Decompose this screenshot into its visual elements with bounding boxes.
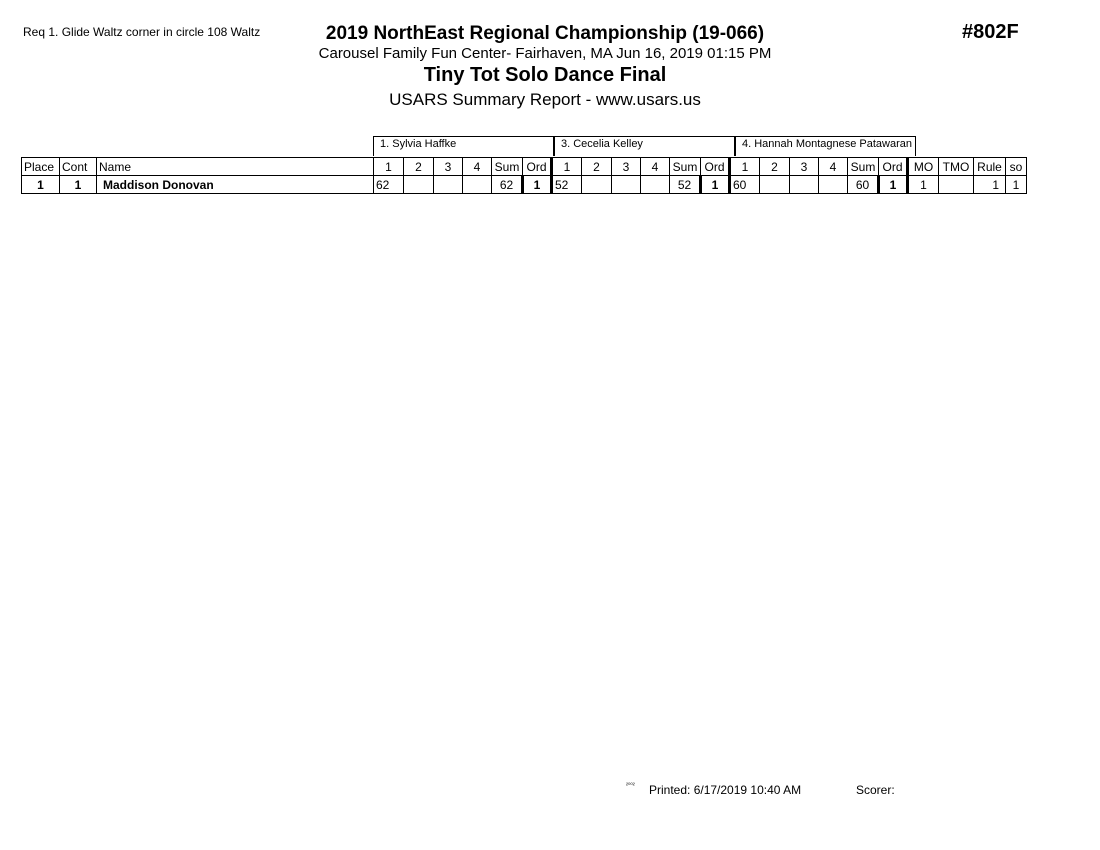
score-table (21, 157, 1027, 194)
requirement-text: Req 1. Glide Waltz corner in circle 108 Waltz (23, 25, 261, 39)
judge-header-3: 4. Hannah Montagnese Patawaran (735, 136, 916, 156)
col-judge2-ord: Ord (701, 158, 730, 176)
col-judge1-4: 4 (463, 158, 492, 176)
judge1-score-2 (404, 176, 434, 194)
col-judge1-3: 3 (434, 158, 463, 176)
col-judge3-ord: Ord (879, 158, 908, 176)
judge2-score-4 (641, 176, 670, 194)
col-judge2-3: 3 (612, 158, 641, 176)
col-judge2-4: 4 (641, 158, 670, 176)
col-tmo: TMO (939, 158, 974, 176)
table-row (22, 176, 1027, 194)
header-row (22, 158, 1027, 176)
col-judge1-ord: Ord (523, 158, 552, 176)
judge3-score-4 (819, 176, 848, 194)
so-cell: 1 (1006, 176, 1027, 194)
col-mo: MO (908, 158, 939, 176)
report-title: USARS Summary Report - www.usars.us (389, 90, 701, 109)
judge3-score-3 (790, 176, 819, 194)
tmo-cell (939, 176, 974, 194)
judge3-ord: 1 (879, 176, 908, 194)
mo-cell: 1 (908, 176, 939, 194)
col-judge2-2: 2 (582, 158, 612, 176)
col-cont: Cont (60, 158, 97, 176)
col-judge1-2: 2 (404, 158, 434, 176)
col-judge3-4: 4 (819, 158, 848, 176)
col-place: Place (22, 158, 60, 176)
footer-mark: ²⁰⁰² (626, 783, 635, 789)
judge1-ord: 1 (523, 176, 552, 194)
col-name: Name (97, 158, 374, 176)
rule-cell: 1 (974, 176, 1006, 194)
judge1-score-4 (463, 176, 492, 194)
place-cell: 1 (22, 176, 60, 194)
col-judge2-1: 1 (552, 158, 582, 176)
judge2-sum: 52 (670, 176, 701, 194)
col-judge1-1: 1 (374, 158, 404, 176)
col-judge2-sum: Sum (670, 158, 701, 176)
judge3-score-2 (760, 176, 790, 194)
judge3-sum: 60 (848, 176, 879, 194)
judge3-score-1: 60 (730, 176, 760, 194)
event-number: #802F (962, 21, 1019, 43)
judge1-score-3 (434, 176, 463, 194)
venue-line: Carousel Family Fun Center- Fairhaven, MA Jun 16, 2019 01:15 PM (318, 45, 772, 62)
skater-name: Maddison Donovan (97, 176, 374, 194)
judge2-score-1: 52 (552, 176, 582, 194)
col-judge3-sum: Sum (848, 158, 879, 176)
printed-timestamp: Printed: 6/17/2019 10:40 AM (649, 783, 802, 797)
scorer-label: Scorer: (856, 783, 895, 797)
col-so: so (1006, 158, 1027, 176)
championship-title: 2019 NorthEast Regional Championship (19-066) (325, 23, 765, 44)
judge1-score-1: 62 (374, 176, 404, 194)
judge2-ord: 1 (701, 176, 730, 194)
col-judge3-2: 2 (760, 158, 790, 176)
judge-header-1: 1. Sylvia Haffke (373, 136, 554, 156)
col-judge3-1: 1 (730, 158, 760, 176)
judge2-score-2 (582, 176, 612, 194)
col-judge3-3: 3 (790, 158, 819, 176)
col-rule: Rule (974, 158, 1006, 176)
col-judge1-sum: Sum (492, 158, 523, 176)
judge2-score-3 (612, 176, 641, 194)
cont-cell: 1 (60, 176, 97, 194)
judge-header-2: 3. Cecelia Kelley (554, 136, 735, 156)
judge1-sum: 62 (492, 176, 523, 194)
event-name: Tiny Tot Solo Dance Final (423, 64, 667, 86)
